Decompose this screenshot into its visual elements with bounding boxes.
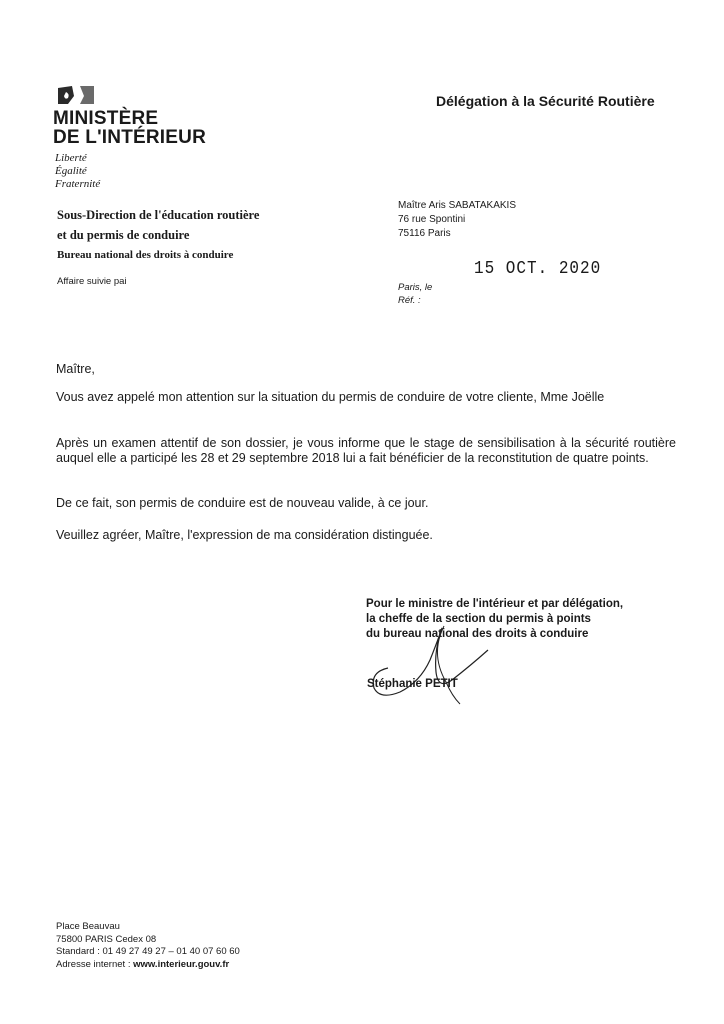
affaire-suivie: Affaire suivie pai — [57, 276, 127, 287]
motto-fraternite: Fraternité — [55, 178, 101, 190]
motto-liberte: Liberté — [55, 152, 87, 164]
place-date-block — [398, 281, 432, 307]
marianne-logo-icon — [56, 84, 96, 106]
footer-line3: Standard : 01 49 27 49 27 – 01 40 07 60 60 — [56, 946, 240, 957]
signatory-name: Stéphanie PETIT — [367, 678, 458, 690]
footer-line1: Place Beauvau — [56, 921, 120, 932]
footer-line4 — [56, 959, 240, 972]
signature-line3: du bureau national des droits à conduire — [366, 628, 589, 640]
sender-block — [57, 205, 259, 265]
paragraph-1: Vous avez appelé mon attention sur la situation du permis de conduire de votre cliente, Mme Joëlle — [56, 390, 605, 404]
recipient-address — [398, 199, 516, 241]
sender-line1: Sous-Direction de l'éducation routière — [57, 208, 260, 222]
republic-motto — [55, 152, 100, 191]
recipient-city: 75116 Paris — [398, 228, 451, 239]
date-stamp: 15 OCT. 2020 — [474, 258, 602, 279]
ministry-title-line2: DE L'INTÉRIEUR — [53, 127, 206, 148]
salutation: Maître, — [56, 362, 95, 376]
recipient-street: 76 rue Spontini — [398, 214, 466, 225]
delegation-heading: Délégation à la Sécurité Routière — [436, 93, 655, 109]
signature-line2: la cheffe de la section du permis à points — [366, 613, 591, 625]
paris-le: Paris, le — [398, 282, 433, 293]
paragraph-4: Veuillez agréer, Maître, l'expression de ma considération distinguée. — [56, 528, 433, 542]
footer-address — [56, 921, 240, 971]
handwritten-signature — [360, 620, 500, 710]
reference: Réf. : — [398, 295, 421, 306]
sender-line2: et du permis de conduire — [57, 228, 190, 242]
footer-line2: 75800 PARIS Cedex 08 — [56, 933, 157, 945]
recipient-name: Maître Aris SABATAKAKIS — [398, 200, 516, 211]
footer-web-label: Adresse internet : — [56, 958, 134, 970]
footer-website-link[interactable]: www.interieur.gouv.fr — [133, 958, 230, 970]
ministry-title — [53, 109, 206, 147]
sender-line3: Bureau national des droits à conduire — [57, 249, 234, 261]
signature-line1: Pour le ministre de l'intérieur et par délégation, — [366, 598, 624, 610]
paragraph-3: De ce fait, son permis de conduire est de nouveau valide, à ce jour. — [56, 496, 429, 510]
motto-egalite: Égalité — [55, 165, 87, 177]
paragraph-2: Après un examen attentif de son dossier, je vous informe que le stage de sensibilisation à la sécurité routière auquel elle a participé les 28 et 29 septembre 2018 lui a fait bénéficier de la reconstitution de quatre points. — [56, 436, 676, 465]
ministry-title-line1: MINISTÈRE — [53, 108, 159, 129]
